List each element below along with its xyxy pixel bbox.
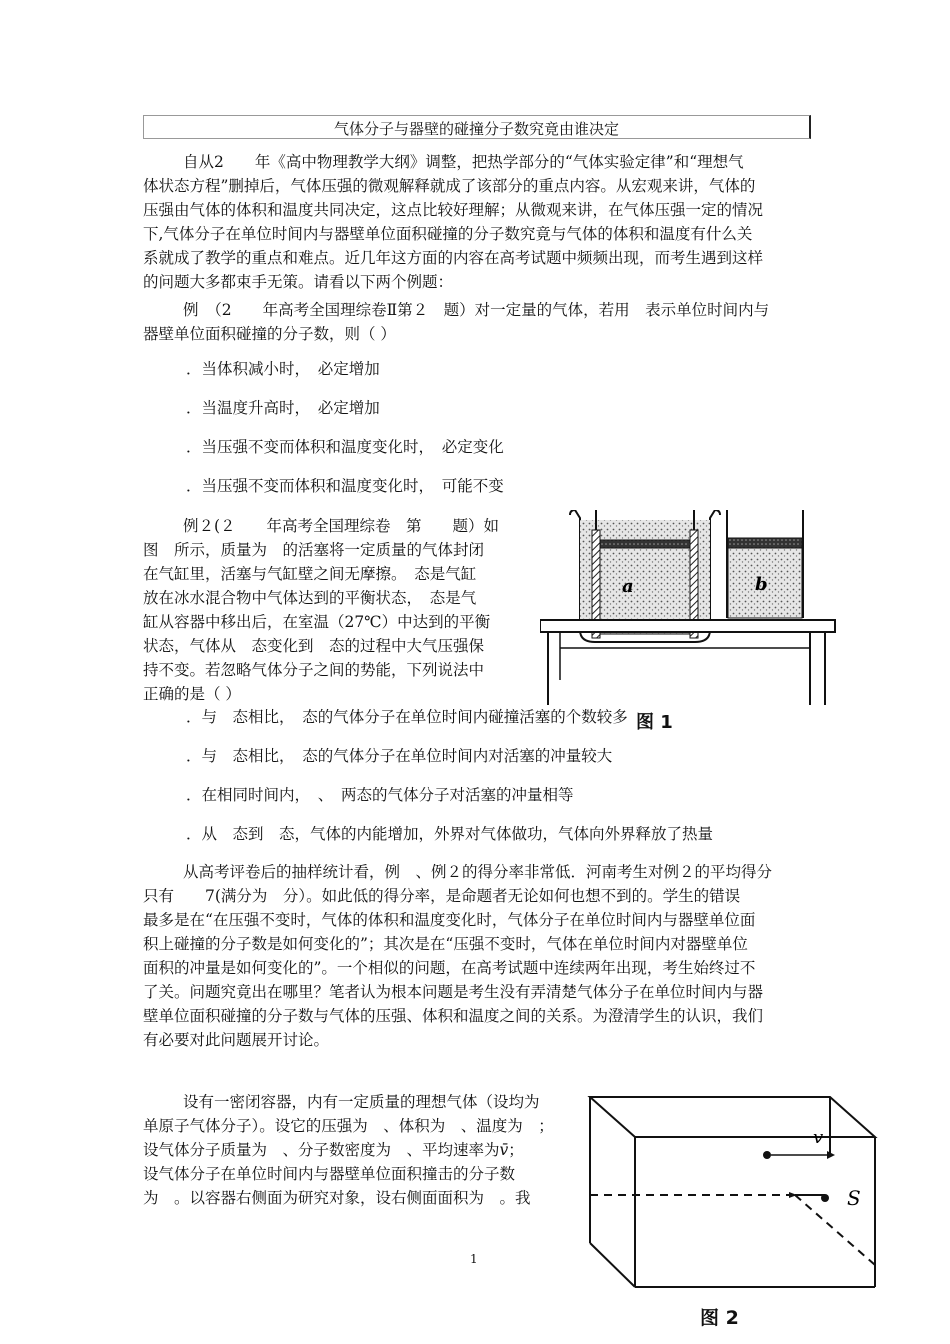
figure-1-cylinders [540, 510, 840, 710]
figure-2-caption: 图 2 [700, 1307, 739, 1329]
title-bar [143, 115, 811, 139]
intro-line-4: 下,气体分子在单位时间内与器壁单位面积碰撞的分子数究竟与气体的体积和温度有什么关 [143, 225, 753, 243]
figure-1-caption: 图 1 [636, 712, 673, 733]
model-line: 为 。以容器右侧面为研究对象，设右侧面面积为 。我 [143, 1189, 531, 1207]
intro-line-3: 压强由气体的体积和温度共同决定，这点比较好理解；从微观来讲，在气体压强一定的情况 [143, 201, 764, 219]
example2-line: 例２(２ 年高考全国理综卷 第 题）如 [183, 517, 500, 535]
figure-2-container-box [585, 1095, 885, 1295]
analysis-line: 壁单位面积碰撞的分子数与气体的压强、体积和温度之间的关系。为澄清学生的认识，我们 [143, 1007, 764, 1025]
example2-option: ．与 态相比， 态的气体分子在单位时间内碰撞活塞的个数较多 [186, 708, 628, 726]
example2-line: 在气缸里，活塞与气缸壁之间无摩擦。 态是气缸 [143, 565, 477, 583]
intro-line-6: 的问题大多都束手无策。请看以下两个例题： [143, 273, 454, 291]
example1-option: ．当体积减小时， 必定增加 [186, 360, 380, 378]
example2-line: 状态，气体从 态变化到 态的过程中大气压强保 [143, 637, 485, 655]
v-bar-symbol: v̄ [499, 1141, 509, 1159]
model-line-text: 设气体分子质量为 、分子数密度为 、平均速率为 [143, 1141, 500, 1159]
analysis-line: 最多是在“在压强不变时，气体的体积和温度变化时，气体分子在单位时间内与器壁单位面 [143, 911, 756, 929]
model-line-suffix: ； [508, 1141, 524, 1159]
example2-option: ．在相同时间内， 、 两态的气体分子对活塞的冲量相等 [186, 786, 574, 804]
example1-option: ．当压强不变而体积和温度变化时， 可能不变 [186, 477, 504, 495]
example2-line: 缸从容器中移出后，在室温（27℃）中达到的平衡 [143, 613, 491, 631]
page-number: 1 [470, 1252, 478, 1266]
label-a: a [622, 576, 634, 597]
analysis-line: 面积的冲量是如何变化的”。一个相似的问题，在高考试题中连续两年出现，考生始终过不 [143, 959, 756, 977]
model-line [143, 1138, 524, 1162]
page-title: 气体分子与器壁的碰撞分子数究竟由谁决定 [333, 120, 619, 138]
label-v: v [813, 1127, 824, 1148]
analysis-line: 只有 7(满分为 分）。如此低的得分率，是命题者无论如何也想不到的。学生的错误 [143, 887, 741, 905]
intro-line-1: 自从2 年《高中物理教学大纲》调整，把热学部分的“气体实验定律”和“理想气 [183, 153, 744, 171]
example2-line: 放在冰水混合物中气体达到的平衡状态， 态是气 [143, 589, 477, 607]
example2-line: 持不变。若忽略气体分子之间的势能，下列说法中 [143, 661, 485, 679]
example2-option: ．从 态到 态，气体的内能增加，外界对气体做功，气体向外界释放了热量 [186, 825, 714, 843]
analysis-line: 积上碰撞的分子数是如何变化的”；其次是在“压强不变时，气体在单位时间内对器壁单位 [143, 935, 748, 953]
model-line: 设有一密闭容器，内有一定质量的理想气体（设均为 [183, 1093, 540, 1111]
analysis-line: 从高考评卷后的抽样统计看，例 、例２的得分率非常低．河南考生对例２的平均得分 [183, 863, 773, 881]
analysis-line: 有必要对此问题展开讨论。 [143, 1031, 330, 1049]
example1-option: ．当压强不变而体积和温度变化时， 必定变化 [186, 438, 504, 456]
example2-option: ．与 态相比， 态的气体分子在单位时间内对活塞的冲量较大 [186, 747, 613, 765]
intro-line-5: 系就成了教学的重点和难点。近几年这方面的内容在高考试题中频频出现，而考生遇到这样 [143, 249, 764, 267]
example2-line: 正确的是（ ） [143, 685, 241, 703]
example1-line-1: 例 （2 年高考全国理综卷Ⅱ第２ 题）对一定量的气体，若用 表示单位时间内与 [183, 301, 770, 319]
label-b: b [755, 574, 768, 595]
example1-line-2: 器壁单位面积碰撞的分子数，则（ ） [143, 325, 396, 343]
example1-option: ．当温度升高时， 必定增加 [186, 399, 380, 417]
model-line: 单原子气体分子）。设它的压强为 、体积为 、温度为 ； [143, 1117, 554, 1135]
example2-line: 图 所示，质量为 的活塞将一定质量的气体封闭 [143, 541, 485, 559]
label-s: S [847, 1186, 861, 1210]
intro-line-2: 体状态方程”删掉后，气体压强的微观解释就成了该部分的重点内容。从宏观来讲，气体的 [143, 177, 756, 195]
model-line: 设气体分子在单位时间内与器壁单位面积撞击的分子数 [143, 1165, 516, 1183]
analysis-line: 了关。问题究竟出在哪里？笔者认为根本问题是考生没有弄清楚气体分子在单位时间内与器 [143, 983, 764, 1001]
